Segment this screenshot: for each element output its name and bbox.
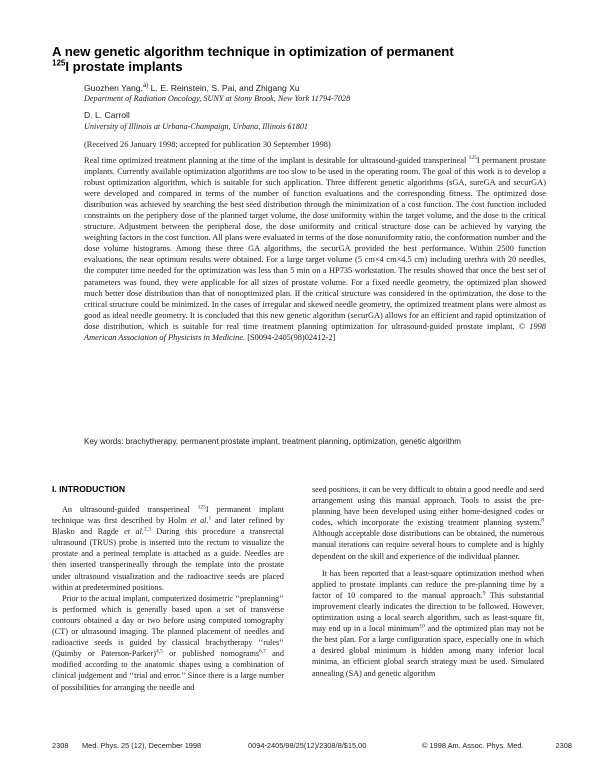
abstract-text-1: Real time optimized treatment planning at the time of the implant is desirable for ultrasound-guided transperineal xyxy=(84,156,469,165)
text-run: It has been reported that a least-square optimization method when applied to prostate implants can reduce the pre-planning time by a factor of 10 compared to the manual approach. xyxy=(312,568,544,600)
text-run: I permanent implant technique was first described by Holm xyxy=(52,505,284,526)
text-run: seed positions, it can be very difficult to obtain a good needle and seed arrangement using this manual approach. Tools to assist the pre-planning have been developed using either home-designed codes or codes, which incorporate the existing treatment planning system. xyxy=(312,485,544,528)
keywords: Key words: brachytherapy, permanent prostate implant, treatment planning, optimization, genetic algorithm xyxy=(84,437,461,446)
author-list xyxy=(84,83,564,94)
second-author: D. L. Carroll xyxy=(84,110,130,120)
page-footer xyxy=(52,741,572,753)
text-run: and modified according to the anatomic shapes using a combination of clinical judgement and ‘‘trial and error.’’ Since there is a large number of possibilities for arranging the needle and xyxy=(52,649,284,692)
abstract-text-2: I permanent prostate implants. Currently available optimization algorithms are too slow to be used in the operating room. The goal of this work is to develop a robust optimization algorithm, which is suitable for such application. Three different genetic algorithms (sGA, sureGA and securGA) were developed and compared in terms of the number of function evaluations and the corresponding fitness. The optimized dose distribution was achieved by searching the best seed distribution through the minimization of a cost function. The cost function included constraints on the periphery dose of the planned target volume, the dose uniformity within the target volume, and the dose to the critical structure. Adjustment between the peripheral dose, the dose uniformity and critical structure dose can be achieved by varying the weighting factors in the cost function. All plans were evaluated in terms of the dose nonuniformity ratio, the conformation number and the dose volume histograms. Among these three GA algorithms, the securGA provided the best performance. Within 2500 function evaluations, the near optimum results were obtained. For a large target volume (5 cm×4 cm×4.5 cm) including urethra with 20 needles, the computer time needed for the optimization was less than 5 min on a HP735 workstation. The results showed that once the best set of parameters was found, they were applicable for all sizes of prostate volume. For a fixed needle geometry, the optimized plan showed much better dose distribution than that of nonoptimized plan. If the critical structure was considered in the optimization, the dose to the critical structure could be minimized. In the cases of irregular and skewed needle geometry, the optimized treatment plans were almost as good as ideal needle geometry. It is concluded that this new genetic algorithm (securGA) allows for an efficient and rapid optimization of dose distribution, which is suitable for real time treatment planning optimization for ultrasound-guided prostate implant. xyxy=(84,156,546,331)
author-footnote-mark: a) xyxy=(142,83,149,90)
text-run: This substantial improvement clearly indicates the direction to be followed. However, optimization using a local search algorithm, such as least-square fit, may end up in a local minimum xyxy=(312,590,544,634)
text-run: and later refined by Blasko and Ragde xyxy=(52,516,284,537)
paragraph xyxy=(312,568,544,679)
et-al: et al. xyxy=(124,527,144,537)
body-column-right xyxy=(312,484,544,679)
citation-superscript: 2,3 xyxy=(143,526,151,533)
citation-superscript: 6,7 xyxy=(259,648,266,655)
affiliation-2: University of Illinois at Urbana-Champaign, Urbana, Illinois 61801 xyxy=(84,122,309,131)
abstract-doi: [S0094-2405(98)02412-2] xyxy=(245,332,336,342)
citation-superscript: 9 xyxy=(482,590,486,597)
text-run: and the optimized plan may not be the best plan. For a large configuration space, especially one in which a desired global minimum is hidden among many inferior local minima, an efficient global search strategy must be used. Simulated annealing (SA) and genetic algorithm xyxy=(312,624,544,678)
received-dates: (Received 26 January 1998; accepted for publication 30 September 1998) xyxy=(84,140,331,149)
affiliation-1: Department of Radiation Oncology, SUNY at Stony Brook, New York 11794-7028 xyxy=(84,94,351,103)
section-heading: I. INTRODUCTION xyxy=(52,484,126,494)
footer-copyright: © 1998 Am. Assoc. Phys. Med. xyxy=(422,741,524,750)
superscript: 125 xyxy=(197,504,206,511)
abstract-copyright: © 1998 American Association of Physicists in Medicine. xyxy=(84,321,546,342)
paragraph xyxy=(52,593,284,693)
abstract xyxy=(84,155,546,343)
journal-citation: Med. Phys. 25 (12), December 1998 xyxy=(82,741,202,750)
title-line-2: I prostate implants xyxy=(65,59,183,74)
title-isotope-superscript: 125 xyxy=(52,58,66,68)
text-run: Although acceptable dose distributions can be obtained, the numerous manual iterations can require several hours to complete and is highly dependent on the skill and experience of the individual planner. xyxy=(312,529,544,561)
co-authors: L. E. Reinstein, S. Pai, and Zhigang Xu xyxy=(148,83,300,93)
citation-superscript: 10 xyxy=(419,623,425,630)
text-run: Prior to the actual implant, computerized dosimetric ‘‘preplanning’’ is performed which is generally based upon a set of transverse contours obtained a day or two before using computed tomography (CT) or ultrasound imaging. The planned placement of needles and radioactive seeds is guided by classical brachytherapy ‘‘rules’’ (Quimby or Paterson-Parker) xyxy=(52,593,284,659)
text-run: During this procedure a transrectal ultrasound (TRUS) probe is inserted into the rectum to visualize the prostate and a perineal template is attached as a guide. Needles are then inserted transperineally through the template into the prostate under ultrasound visualization and the radioactive seeds are placed within at predetermined positions. xyxy=(52,527,285,592)
title-line-1: A new genetic algorithm technique in optimization of permanent xyxy=(52,44,454,59)
page-number-left: 2308 xyxy=(52,741,69,750)
et-al: et al. xyxy=(190,516,209,526)
text-run: An ultrasound-guided transperineal xyxy=(62,505,198,514)
page-number-right: 2308 xyxy=(555,741,572,750)
article-code: 0094-2405/98/25(12)/2308/8/$15.00 xyxy=(248,741,367,750)
body-column-left xyxy=(52,504,284,693)
citation-superscript: 1 xyxy=(208,515,212,522)
text-run: or published nomograms xyxy=(162,649,260,659)
citation-superscript: 4,5 xyxy=(155,648,163,655)
abstract-superscript: 125 xyxy=(468,155,477,162)
paragraph xyxy=(312,484,544,562)
citation-superscript: 8 xyxy=(541,517,544,524)
paragraph xyxy=(52,504,284,593)
paper-title xyxy=(52,44,572,74)
first-author: Guozhen Yang, xyxy=(84,83,143,93)
